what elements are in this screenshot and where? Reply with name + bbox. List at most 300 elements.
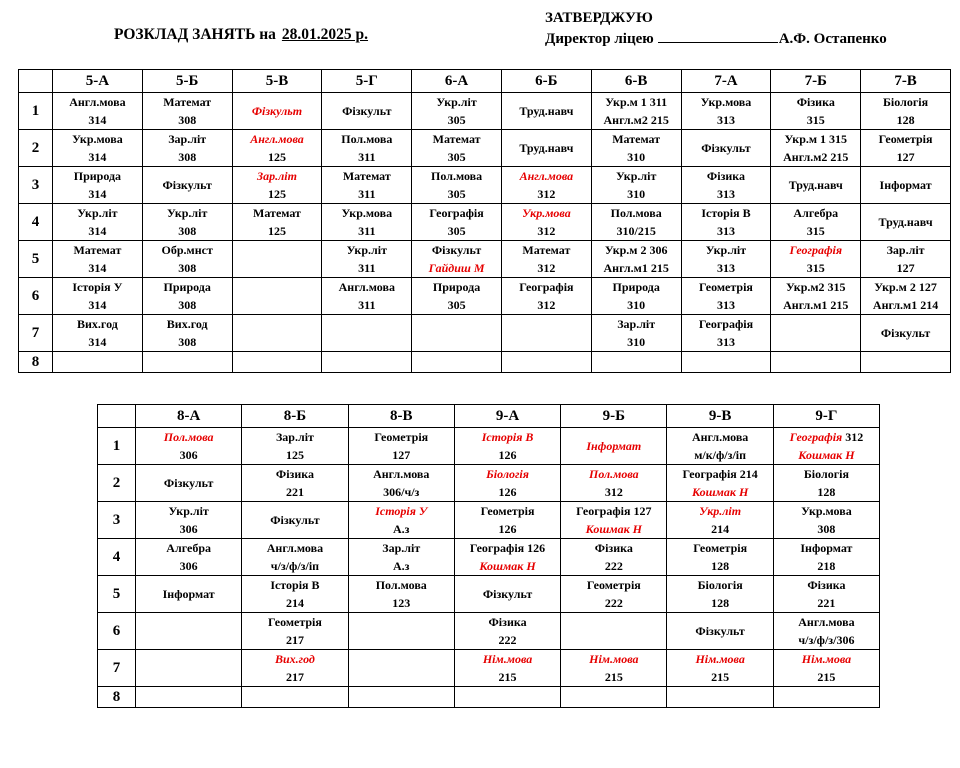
- lesson-text: 127: [896, 150, 915, 164]
- lesson-text: Фізика: [807, 578, 846, 592]
- lesson-cell: [667, 650, 773, 687]
- lesson-line: [53, 93, 142, 111]
- lesson-line: [774, 594, 879, 612]
- lesson-line: [455, 539, 560, 557]
- lesson-line: [667, 557, 772, 575]
- lesson-line: [136, 520, 241, 538]
- lesson-line: [667, 465, 772, 483]
- lesson-text: 314: [88, 261, 107, 275]
- lesson-cell: [348, 502, 454, 539]
- lesson-cell: [861, 130, 951, 167]
- lesson-text: Англ.мова: [266, 541, 324, 555]
- lesson-text: 221: [285, 485, 304, 499]
- lesson-line: [455, 483, 560, 501]
- lesson-text: 306: [179, 448, 198, 462]
- lesson-line: [143, 130, 232, 148]
- lesson-line: [682, 222, 771, 240]
- lesson-cell: [561, 576, 667, 613]
- lesson-number: 1: [98, 428, 136, 465]
- lesson-text: 308: [178, 261, 197, 275]
- lesson-cell: [322, 93, 412, 130]
- lesson-text: 214: [711, 522, 730, 536]
- lesson-row-1: [98, 428, 880, 465]
- lesson-cell: [53, 315, 143, 352]
- lesson-line: [771, 296, 860, 314]
- lesson-text-highlighted: Нім.мова: [589, 652, 639, 666]
- lesson-line: [771, 204, 860, 222]
- lesson-line: [861, 111, 950, 129]
- lesson-cell: [348, 539, 454, 576]
- lesson-text: Зар.літ: [275, 430, 314, 444]
- lesson-line: [233, 130, 322, 148]
- lesson-cell: [771, 352, 861, 373]
- lesson-line: [53, 315, 142, 333]
- lesson-text: Зар.літ: [886, 243, 925, 257]
- lesson-line: [667, 622, 772, 640]
- lesson-text: 308: [178, 224, 197, 238]
- lesson-line: [682, 185, 771, 203]
- lesson-text: Фізкульт: [270, 513, 320, 527]
- lesson-cell: [561, 539, 667, 576]
- lesson-text: Англ.м1 215: [603, 261, 669, 275]
- lesson-line: [242, 668, 347, 686]
- lesson-line: [667, 446, 772, 464]
- lesson-line: [682, 111, 771, 129]
- lesson-text: 308: [817, 522, 836, 536]
- lesson-number: 8: [98, 687, 136, 708]
- lesson-line: [322, 102, 411, 120]
- lesson-row-6: [98, 613, 880, 650]
- lesson-line: [502, 204, 591, 222]
- lesson-text: Труд.навч: [519, 141, 574, 155]
- lesson-text: 313: [716, 113, 735, 127]
- lesson-cell: [591, 241, 681, 278]
- lesson-text: Географія: [519, 280, 574, 294]
- lesson-line: [143, 111, 232, 129]
- schedule-title: [114, 26, 368, 44]
- lesson-text: Фізкульт: [701, 141, 751, 155]
- lesson-row-7: [98, 650, 880, 687]
- lesson-line: [412, 222, 501, 240]
- lesson-line: [233, 222, 322, 240]
- lesson-text: Геометрія: [480, 504, 535, 518]
- lesson-text: Англ.м1 214: [872, 298, 939, 312]
- lesson-text: Інформат: [800, 541, 853, 555]
- lesson-line: [53, 130, 142, 148]
- lesson-line: [774, 631, 879, 649]
- lesson-cell: [242, 650, 348, 687]
- lesson-cell: [136, 650, 242, 687]
- lesson-cell: [232, 167, 322, 204]
- lesson-line: [561, 650, 666, 668]
- lesson-text: Математ: [342, 169, 391, 183]
- lesson-cell: [861, 278, 951, 315]
- lesson-cell: [454, 650, 560, 687]
- lesson-cell: [771, 241, 861, 278]
- lesson-text: Укр.літ: [615, 169, 657, 183]
- lesson-text: 314: [88, 298, 107, 312]
- lesson-text-highlighted: Кошмак Н: [691, 485, 749, 499]
- lesson-line: [682, 259, 771, 277]
- lesson-cell: [773, 650, 879, 687]
- lesson-text: Фізкульт: [431, 243, 482, 257]
- lesson-line: [143, 222, 232, 240]
- lesson-text: Фізкульт: [880, 326, 931, 340]
- lesson-text-highlighted: Кошмак Н: [798, 448, 855, 462]
- lesson-text: 221: [817, 596, 836, 610]
- lesson-text: Пол.мова: [431, 169, 483, 183]
- lesson-line: [502, 139, 591, 157]
- class-header-8-В: 8-В: [348, 405, 454, 428]
- lesson-text-highlighted: Пол.мова: [588, 467, 639, 481]
- lesson-line: [592, 222, 681, 240]
- lesson-line: [682, 139, 771, 157]
- lesson-cell: [861, 204, 951, 241]
- lesson-text-highlighted: Кошмак Н: [479, 559, 536, 573]
- lesson-cell: [348, 576, 454, 613]
- lesson-line: [592, 333, 681, 351]
- lesson-line: [861, 130, 950, 148]
- lesson-line: [143, 204, 232, 222]
- lesson-cell: [232, 241, 322, 278]
- lesson-line: [861, 148, 950, 166]
- lesson-line: [774, 428, 879, 446]
- lesson-text: Укр.м 2 127: [874, 280, 937, 294]
- lesson-cell: [412, 352, 502, 373]
- lesson-line: [412, 185, 501, 203]
- lesson-line: [412, 93, 501, 111]
- lesson-cell: [348, 687, 454, 708]
- lesson-text: Геометрія: [586, 578, 641, 592]
- director-name: А.Ф. Остапенко: [778, 31, 887, 47]
- lesson-cell: [454, 465, 560, 502]
- lesson-line: [592, 315, 681, 333]
- lesson-line: [771, 130, 860, 148]
- lesson-line: [682, 204, 771, 222]
- lesson-text: Біологія: [803, 467, 849, 481]
- lesson-text: 315: [806, 113, 825, 127]
- class-header-5-Г: 5-Г: [322, 70, 412, 93]
- lesson-line: [561, 576, 666, 594]
- lesson-text: Геометрія: [878, 132, 933, 146]
- lesson-line: [774, 668, 879, 686]
- class-header-9-Г: 9-Г: [773, 405, 879, 428]
- lesson-cell: [412, 167, 502, 204]
- lesson-line: [143, 278, 232, 296]
- lesson-line: [233, 102, 322, 120]
- lesson-line: [561, 594, 666, 612]
- lesson-text: 217: [285, 670, 304, 684]
- lesson-line: [412, 148, 501, 166]
- lesson-cell: [242, 428, 348, 465]
- lesson-text: ч/з/ф/з/306: [798, 633, 855, 647]
- lesson-line: [561, 465, 666, 483]
- lesson-line: [53, 167, 142, 185]
- lesson-text: 311: [358, 187, 376, 201]
- lesson-text: 214: [285, 596, 304, 610]
- lesson-line: [774, 502, 879, 520]
- lesson-text: Інформат: [879, 178, 932, 192]
- lesson-cell: [142, 352, 232, 373]
- lesson-text: Пол.мова: [341, 132, 393, 146]
- lesson-line: [143, 296, 232, 314]
- lesson-line: [771, 148, 860, 166]
- lesson-row-5: [19, 241, 951, 278]
- lesson-row-5: [98, 576, 880, 613]
- lesson-cell: [142, 130, 232, 167]
- lesson-text: Інформат: [162, 587, 215, 601]
- lesson-cell: [773, 613, 879, 650]
- lesson-line: [455, 668, 560, 686]
- lesson-line: [242, 483, 347, 501]
- lesson-line: [861, 324, 950, 342]
- lesson-text: Математ: [522, 243, 571, 257]
- lesson-text: 313: [716, 224, 735, 238]
- lesson-cell: [142, 278, 232, 315]
- class-header-row: [98, 405, 880, 428]
- lesson-line: [412, 259, 501, 277]
- lesson-cell: [561, 650, 667, 687]
- lesson-text: Історія В: [270, 578, 320, 592]
- lesson-text: Укр.мова: [700, 95, 752, 109]
- lesson-text: 312: [604, 485, 623, 499]
- lesson-text: 308: [178, 150, 197, 164]
- lesson-cell: [501, 241, 591, 278]
- lesson-text: Англ.мова: [69, 95, 126, 109]
- lesson-text: 310: [627, 335, 646, 349]
- lesson-text: Фізкульт: [162, 178, 212, 192]
- lesson-line: [322, 167, 411, 185]
- lesson-text: 128: [896, 113, 915, 127]
- lesson-text: 308: [178, 298, 197, 312]
- lesson-line: [322, 185, 411, 203]
- lesson-text: 305: [447, 298, 466, 312]
- lesson-text-highlighted: Географія: [789, 430, 843, 444]
- lesson-cell: [232, 130, 322, 167]
- lesson-cell: [561, 687, 667, 708]
- lesson-line: [233, 148, 322, 166]
- lesson-cell: [681, 167, 771, 204]
- lesson-line: [53, 222, 142, 240]
- lesson-row-2: [19, 130, 951, 167]
- lesson-row-6: [19, 278, 951, 315]
- lesson-line: [136, 446, 241, 464]
- lesson-cell: [412, 315, 502, 352]
- lesson-line: [412, 204, 501, 222]
- lesson-text: Геометрія: [374, 430, 429, 444]
- lesson-line: [136, 428, 241, 446]
- lesson-cell: [348, 650, 454, 687]
- lesson-text: Математ: [253, 206, 301, 220]
- lesson-cell: [53, 352, 143, 373]
- lesson-text: Укр.мова: [801, 504, 852, 518]
- lesson-line: [771, 278, 860, 296]
- lesson-cell: [242, 465, 348, 502]
- lesson-text: 313: [716, 298, 735, 312]
- class-header-6-А: 6-А: [412, 70, 502, 93]
- lesson-line: [322, 241, 411, 259]
- lesson-cell: [561, 465, 667, 502]
- lesson-line: [667, 576, 772, 594]
- lesson-text: Географія 126: [469, 541, 546, 555]
- lesson-line: [682, 167, 771, 185]
- lesson-line: [774, 557, 879, 575]
- lesson-text: 306/ч/з: [383, 485, 420, 499]
- lesson-line: [771, 259, 860, 277]
- lesson-cell: [412, 93, 502, 130]
- lesson-text: Алгебра: [793, 206, 839, 220]
- lesson-text: 311: [358, 224, 376, 238]
- lesson-line: [774, 483, 879, 501]
- lesson-cell: [454, 576, 560, 613]
- lesson-line: [592, 148, 681, 166]
- lesson-text: Алгебра: [166, 541, 211, 555]
- lesson-line: [233, 185, 322, 203]
- lesson-cell: [591, 204, 681, 241]
- lesson-line: [349, 539, 454, 557]
- lesson-row-3: [98, 502, 880, 539]
- lesson-text: Математ: [163, 95, 212, 109]
- lesson-cell: [53, 93, 143, 130]
- lesson-line: [242, 576, 347, 594]
- lesson-line: [455, 446, 560, 464]
- lesson-cell: [53, 167, 143, 204]
- lesson-cell: [681, 352, 771, 373]
- lesson-line: [242, 511, 347, 529]
- lesson-row-4: [98, 539, 880, 576]
- lesson-cell: [232, 315, 322, 352]
- class-header-6-Б: 6-Б: [501, 70, 591, 93]
- lesson-text-highlighted: Пол.мова: [163, 430, 214, 444]
- lesson-text: 306: [179, 559, 198, 573]
- lesson-line: [455, 613, 560, 631]
- lesson-cell: [861, 315, 951, 352]
- lesson-cell: [501, 93, 591, 130]
- lesson-line: [502, 222, 591, 240]
- lesson-cell: [501, 352, 591, 373]
- lesson-text: 126: [498, 522, 517, 536]
- lesson-text: 125: [267, 150, 286, 164]
- lesson-text: 125: [267, 224, 286, 238]
- lesson-cell: [53, 130, 143, 167]
- lesson-cell: [142, 204, 232, 241]
- lesson-text: 311: [358, 298, 376, 312]
- lesson-number: 1: [19, 93, 53, 130]
- lesson-line: [412, 278, 501, 296]
- lesson-row-8: [19, 352, 951, 373]
- lesson-row-8: [98, 687, 880, 708]
- lesson-line: [242, 650, 347, 668]
- lesson-text: Труд.навч: [878, 215, 933, 229]
- lesson-cell: [771, 93, 861, 130]
- lesson-cell: [322, 167, 412, 204]
- lesson-cell: [322, 278, 412, 315]
- lesson-cell: [591, 352, 681, 373]
- lesson-line: [242, 465, 347, 483]
- lesson-line: [682, 296, 771, 314]
- lesson-row-7: [19, 315, 951, 352]
- lesson-text: Математ: [73, 243, 122, 257]
- lesson-text: Англ.мова: [798, 615, 855, 629]
- lesson-text: Фізика: [796, 95, 835, 109]
- lesson-cell: [681, 130, 771, 167]
- lesson-line: [412, 130, 501, 148]
- lesson-cell: [591, 167, 681, 204]
- lesson-line: [667, 539, 772, 557]
- lesson-line: [592, 278, 681, 296]
- lesson-text: 312: [537, 298, 556, 312]
- lesson-text: Укр.літ: [346, 243, 387, 257]
- lesson-text: 128: [711, 596, 730, 610]
- lesson-cell: [53, 278, 143, 315]
- lesson-number: 5: [19, 241, 53, 278]
- lesson-cell: [501, 278, 591, 315]
- lesson-text: Фізкульт: [163, 476, 214, 490]
- lesson-line: [502, 278, 591, 296]
- lesson-text: 222: [604, 596, 623, 610]
- lesson-line: [412, 296, 501, 314]
- lesson-line: [561, 557, 666, 575]
- lesson-line: [322, 222, 411, 240]
- lesson-line: [53, 333, 142, 351]
- lesson-text: Англ.м2 215: [783, 150, 849, 164]
- lesson-text: Укр.м2 315: [785, 280, 846, 294]
- lesson-text: 215: [498, 670, 517, 684]
- lesson-text: 308: [178, 335, 197, 349]
- lesson-line: [349, 520, 454, 538]
- lesson-cell: [667, 539, 773, 576]
- lesson-text: 314: [88, 187, 107, 201]
- lesson-cell: [412, 241, 502, 278]
- lesson-text: Труд.навч: [519, 104, 574, 118]
- lesson-line: [861, 213, 950, 231]
- lesson-line: [667, 428, 772, 446]
- lesson-cell: [667, 687, 773, 708]
- lesson-text: 310: [627, 150, 646, 164]
- lesson-text: 128: [817, 485, 836, 499]
- lesson-text: 217: [285, 633, 304, 647]
- lesson-line: [592, 259, 681, 277]
- lesson-text: Біологія: [883, 95, 929, 109]
- lesson-line: [349, 576, 454, 594]
- lesson-cell: [561, 502, 667, 539]
- lesson-cell: [591, 93, 681, 130]
- lesson-number: 5: [98, 576, 136, 613]
- lesson-text: Зар.літ: [617, 317, 656, 331]
- lesson-text: Укр.літ: [436, 95, 477, 109]
- lesson-text-highlighted: Укр.літ: [699, 504, 742, 518]
- lesson-text: 310/215: [616, 224, 656, 238]
- lesson-text: 305: [447, 187, 466, 201]
- lesson-text: 310: [627, 298, 646, 312]
- lesson-cell: [861, 352, 951, 373]
- class-header-8-Б: 8-Б: [242, 405, 348, 428]
- lesson-cell: [136, 687, 242, 708]
- lesson-line: [774, 650, 879, 668]
- lesson-line: [774, 465, 879, 483]
- lesson-line: [774, 576, 879, 594]
- lesson-line: [143, 93, 232, 111]
- lesson-text: Англ.м1 215: [783, 298, 849, 312]
- lesson-line: [455, 465, 560, 483]
- lesson-line: [771, 222, 860, 240]
- lesson-text: 126: [498, 448, 517, 462]
- lesson-cell: [142, 93, 232, 130]
- lesson-row-1: [19, 93, 951, 130]
- lesson-line: [774, 613, 879, 631]
- schedule-table-grades-5-7: [18, 69, 951, 373]
- lesson-cell: [232, 352, 322, 373]
